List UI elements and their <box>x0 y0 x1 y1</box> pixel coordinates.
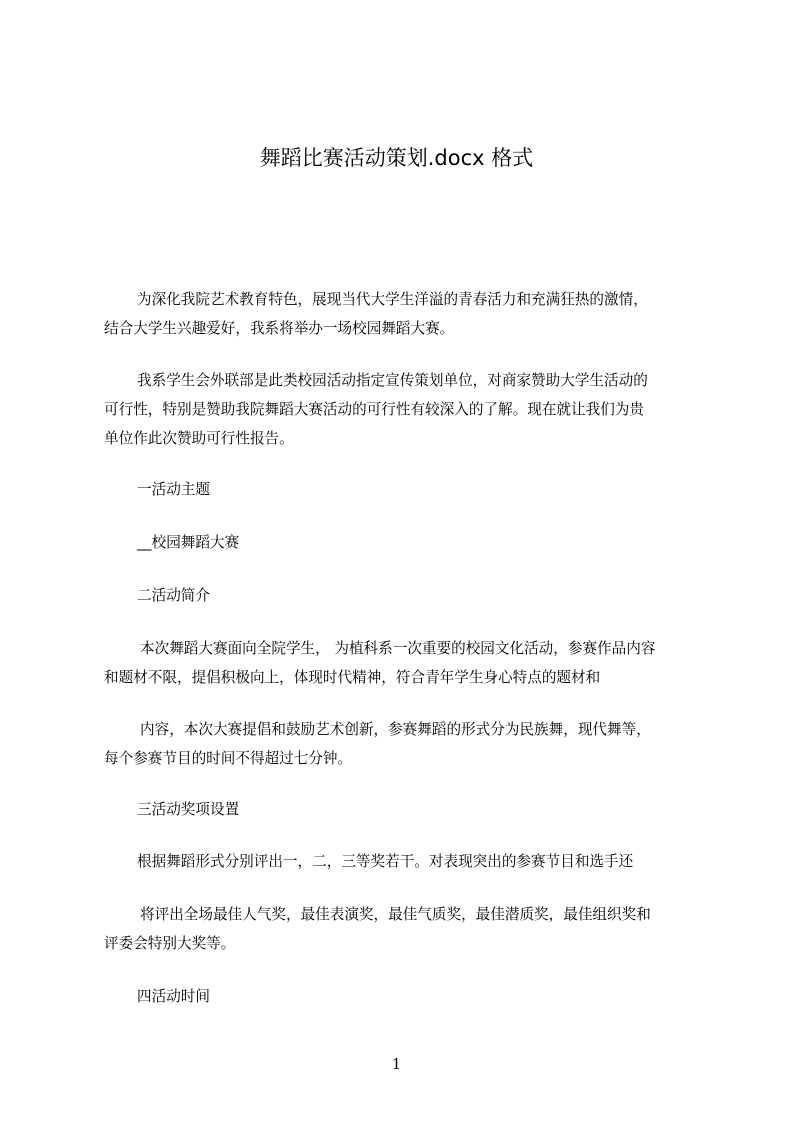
paragraph-intro <box>104 285 704 343</box>
section-heading-theme <box>104 475 704 504</box>
text-line: 和题材不限，提倡积极向上，体现时代精神，符合青年学生身心特点的题材和 <box>104 669 601 686</box>
paragraph-awards-list <box>104 900 704 958</box>
text-line: 我系学生会外联部是此类校园活动指定宣传策划单位，对商家赞助大学生活动的 <box>137 372 648 389</box>
paragraph-content <box>104 715 704 773</box>
text-line: 二活动简介 <box>137 587 210 604</box>
document-title: 舞蹈比赛活动策划.docx 格式 <box>259 146 534 170</box>
page-number: 1 <box>391 1055 402 1073</box>
text-line: 每个参赛节目的时间不得超过七分钟。 <box>104 750 353 767</box>
section-heading-awards <box>104 795 704 824</box>
text-line: 可行性，特别是赞助我院舞蹈大赛活动的可行性有较深入的了解。现在就让我们为贵 <box>104 401 644 418</box>
text-line: 将评出全场最佳人气奖，最佳表演奖，最佳气质奖，最佳潜质奖，最佳组织奖和 <box>140 906 651 923</box>
text-line: 本次舞蹈大赛面向全院学生， 为植科系一次重要的校园文化活动，参赛作品内容 <box>140 640 656 657</box>
text-line: 结合大学生兴趣爱好，我系将举办一场校园舞蹈大赛。 <box>104 320 455 337</box>
text-line: 三活动奖项设置 <box>137 801 240 818</box>
text-line: __校园舞蹈大赛 <box>137 534 240 551</box>
text-line: 根据舞蹈形式分别评出一，二，三等奖若干。对表现突出的参赛节目和选手还 <box>137 853 634 870</box>
text-line: 评委会特别大奖等。 <box>104 935 236 952</box>
section-heading-intro <box>104 581 704 610</box>
paragraph-intro-detail <box>104 634 704 692</box>
paragraph-theme-name <box>104 528 704 557</box>
paragraph-awards-ranking <box>104 847 704 876</box>
text-line: 一活动主题 <box>137 481 210 498</box>
paragraph-sponsor <box>104 366 704 453</box>
text-line: 内容，本次大赛提倡和鼓励艺术创新，参赛舞蹈的形式分为民族舞，现代舞等， <box>140 721 651 738</box>
text-line: 单位作此次赞助可行性报告。 <box>104 430 294 447</box>
text-line: 四活动时间 <box>137 988 210 1005</box>
text-line: 为深化我院艺术教育特色，展现当代大学生洋溢的青春活力和充满狂热的激情， <box>137 291 648 308</box>
section-heading-time <box>104 982 704 1011</box>
